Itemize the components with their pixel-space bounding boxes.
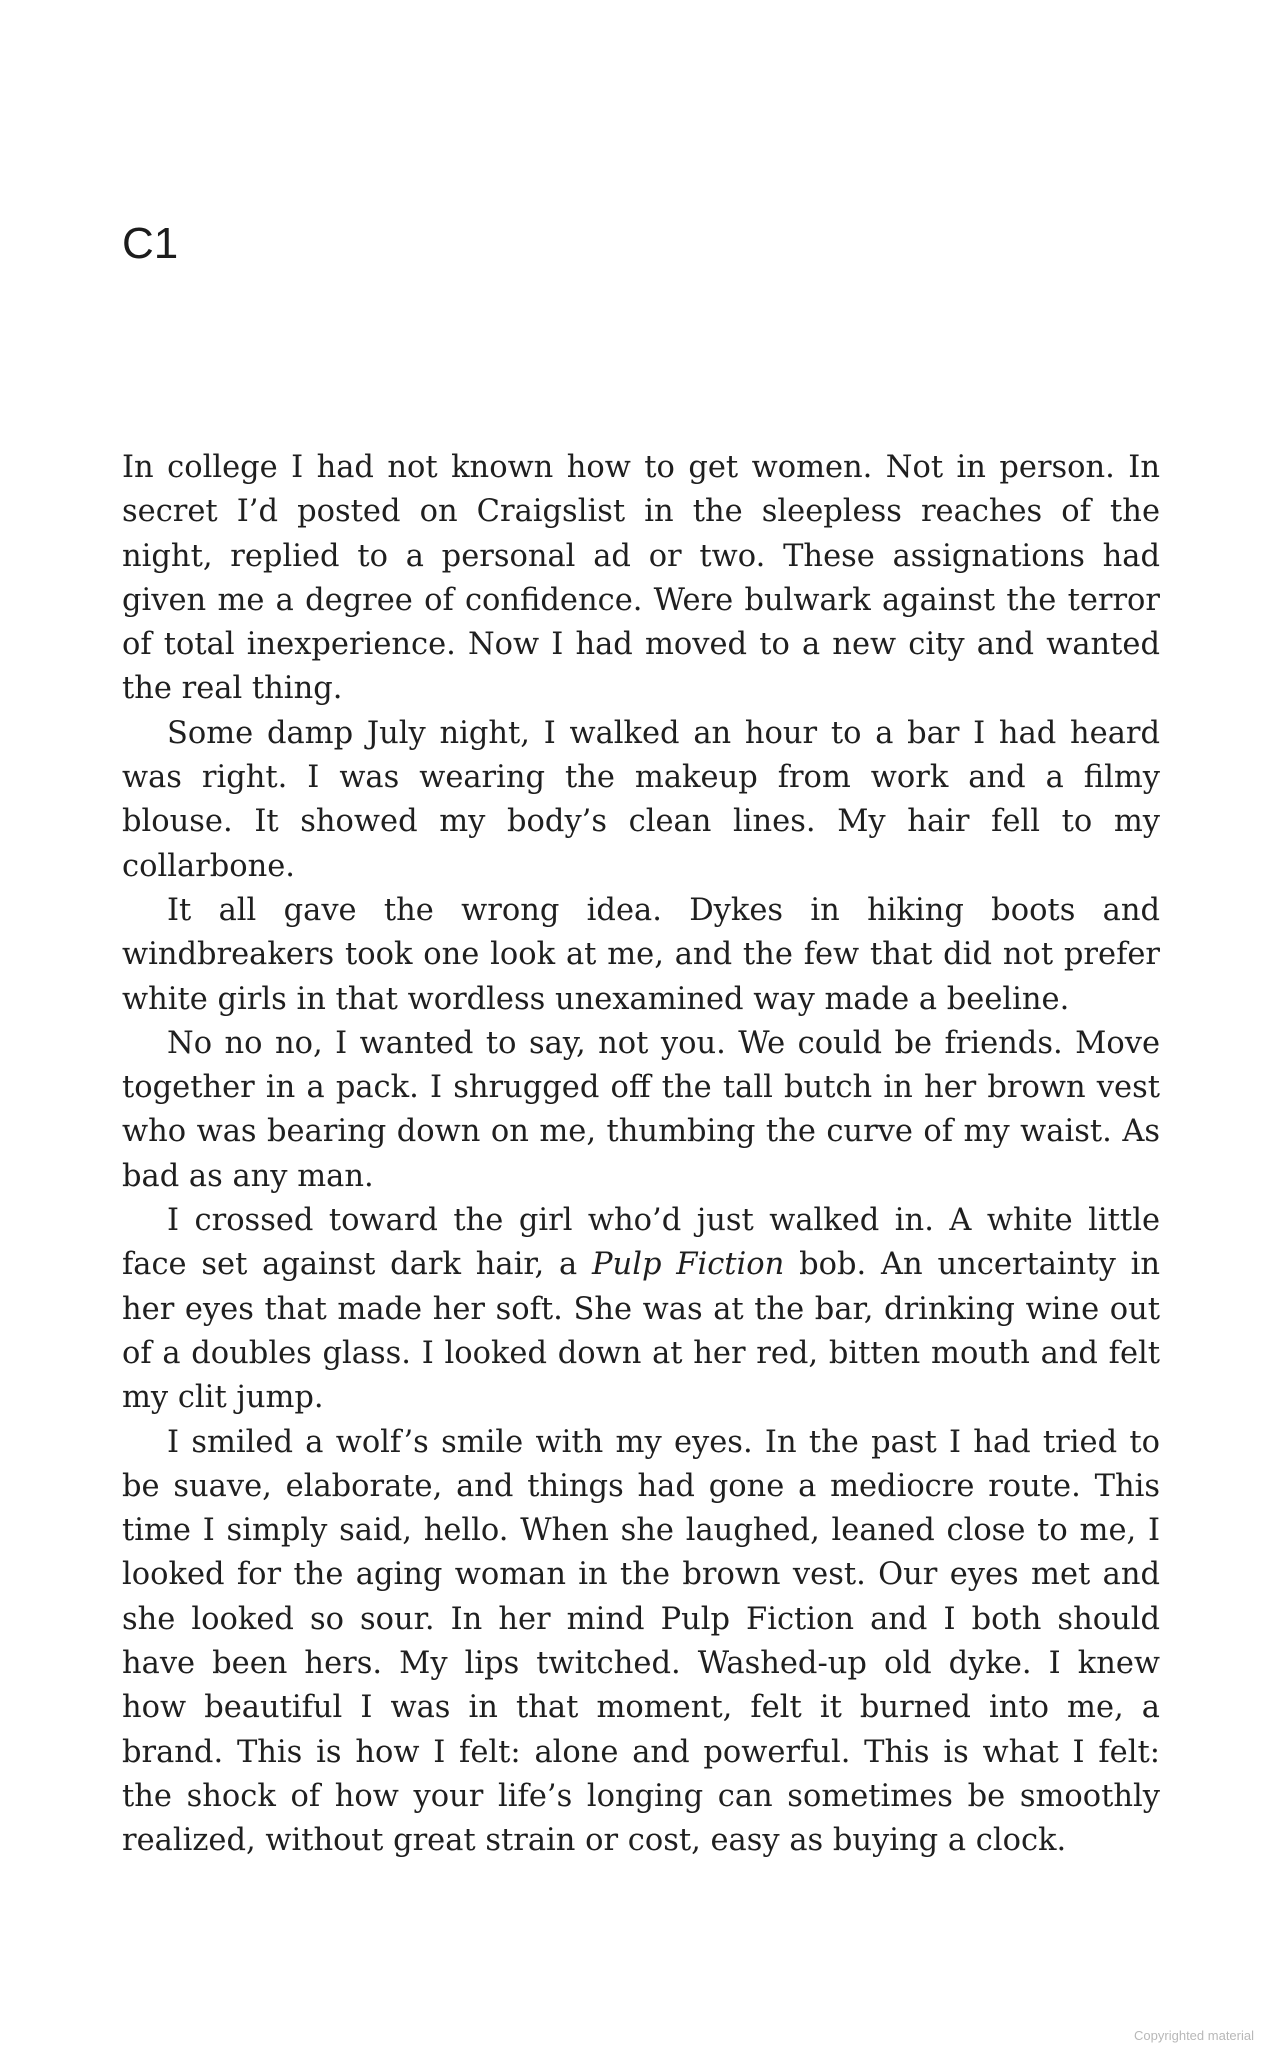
paragraph-1: In college I had not known how to get women. Not in person. In secret I’d posted on Craigslist in the sleepless reaches of the night, replied to a personal ad or two. These assignations had given me a degree of confidence. Were bulwark against the terror of total inexperience. Now I had moved to a new city and wanted the real thing.	[122, 450, 1160, 707]
paragraph-3: It all gave the wrong idea. Dykes in hiking boots and windbreakers took one look at me, and the few that did not prefer white girls in that wordless unexamined way made a beeline.	[122, 892, 1160, 1017]
paragraph-6: I smiled a wolf’s smile with my eyes. In the past I had tried to be suave, elaborate, and things had gone a mediocre route. This time I simply said, hello. When she laughed, leaned close to me, I looked for the aging woman in the brown vest. Our eyes met and she looked so sour. In her mind Pulp Fiction and I both should have been hers. My lips twitched. Washed-up old dyke. I knew how beautiful I was in that moment, felt it burned into me, a brand. This is how I felt: alone and powerful. This is what I felt: the shock of how your life’s longing can sometimes be smoothly realized, without great strain or cost, easy as buying a clock.	[122, 1424, 1160, 1859]
paragraph-5-text-after: bob. An uncertainty in her eyes that made her soft. She was at the bar, drinking wine out of a doubles glass. I looked down at her red, bitten mouth and felt my clit jump.	[122, 1247, 1161, 1416]
copyright-watermark: Copyrighted material	[1134, 2028, 1254, 2043]
chapter-heading: C1	[122, 219, 179, 268]
paragraph-5-text-before: I crossed toward the girl who’d just walked in. A white little face set against dark hair, a	[122, 1203, 1160, 1283]
paragraph-2: Some damp July night, I walked an hour to a bar I had heard was right. I was wearing the makeup from work and a filmy blouse. It showed my body’s clean lines. My hair fell to my collarbone.	[122, 715, 1160, 884]
chapter-body	[122, 446, 1160, 1864]
paragraph-5-italic-title: Pulp Fiction	[592, 1247, 785, 1283]
paragraph-4: No no no, I wanted to say, not you. We could be friends. Move together in a pack. I shrugged off the tall butch in her brown vest who was bearing down on me, thumbing the curve of my waist. As bad as any man.	[122, 1025, 1160, 1194]
paragraph-5	[122, 1199, 1160, 1420]
